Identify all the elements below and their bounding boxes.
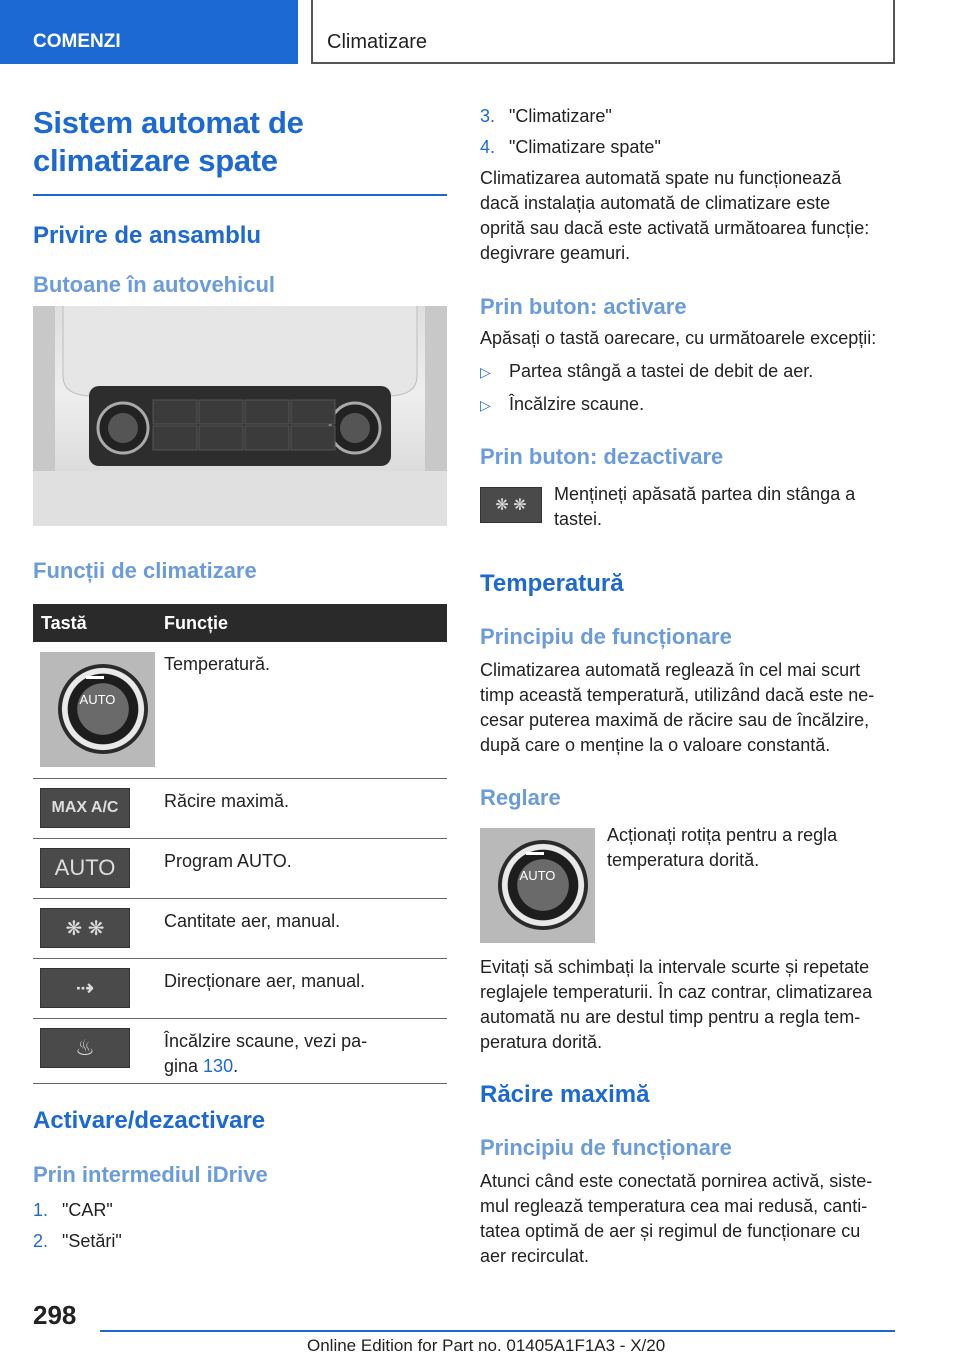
title-rule [33,194,447,196]
row-air-direction-text: Direcționare aer, manual. [164,971,366,991]
auto-icon: AUTO [40,848,130,888]
col-key-header: Tastă [41,613,87,633]
row-auto-text: Program AUTO. [164,851,292,871]
table-row [33,779,447,839]
line: cesar puterea maximă de răcire sau de încălzire, [480,710,870,730]
row-fan-text: Cantitate aer, manual. [164,911,341,931]
triangle-bullet-icon: ▷ [480,364,491,380]
table-row [33,839,447,899]
principle2-heading: Principiu de funcționare [480,1135,732,1160]
line: reglajele temperaturii. În caz contrar, climatizarea [480,982,873,1002]
max-ac-icon: MAX A/C [40,788,130,828]
seat-heating-icon: ♨ [40,1028,130,1068]
page-number: 298 [33,1300,77,1330]
step-text: "Climatizare" [509,106,612,126]
left-column [33,104,447,298]
table-row [33,642,447,779]
knob-auto-label: AUTO [519,868,556,883]
line: Climatizarea automată spate nu funcționează [480,168,842,188]
page-title-line2: climatizare spate [33,143,278,178]
line: oprită sau dacă este activată următoarea funcție: [480,218,870,238]
seat-heating-text-c: . [233,1056,239,1076]
step-number: 4. [480,137,496,157]
list-item [480,104,900,129]
list-item [33,1198,122,1223]
line: Evitați să schimbați la intervale scurte și repetate [480,957,870,977]
temperature-heading: Temperatură [480,570,624,597]
line: Climatizarea automată reglează în cel mai scurt [480,660,861,680]
line: mul reglează temperatura cea mai redusă, canti- [480,1196,868,1216]
principle-text [480,658,900,758]
footer-rule [100,1330,895,1332]
temperature-knob-icon [480,828,595,943]
line: timp această temperatură, utilizând dacă este ne- [480,685,875,705]
page-title-line1: Sistem automat de [33,105,304,140]
triangle-bullet-icon: ▷ [480,397,491,413]
temperature-knob-icon [40,652,155,767]
step-text: "Setări" [62,1231,122,1251]
line: automată nu are destul timp pentru a regla tem- [480,1007,861,1027]
principle-heading: Principiu de funcționare [480,624,732,649]
rear-ac-paragraph [480,166,900,266]
section-tab: COMENZI [0,0,298,64]
seat-heating-text-a: Încălzire scaune, vezi pa- [164,1031,368,1051]
deactivate-button-heading: Prin buton: dezactivare [480,444,724,469]
table-header [33,604,447,642]
exception-text: Încălzire scaune. [509,394,645,414]
exception-text: Partea stângă a tastei de debit de aer. [509,361,814,381]
list-item [33,1229,122,1254]
fan-icon: ❋ ❋ [40,908,130,948]
line: tastei. [554,509,603,529]
page-link-130[interactable]: 130 [203,1056,234,1076]
deactivate-text [554,482,855,532]
buttons-heading: Butoane în autovehicul [33,272,276,297]
principle2-text [480,1169,900,1269]
seat-heating-text-b: gina [164,1056,204,1076]
line: peratura dorită. [480,1032,603,1052]
line: Acționați rotița pentru a regla [607,825,838,845]
idrive-heading: Prin intermediul iDrive [33,1162,268,1187]
fan-off-icon: ❋ ❋ [480,487,542,523]
air-direction-icon: ⇢ [40,968,130,1008]
functions-table [33,604,447,1084]
idrive-steps [33,1198,122,1254]
control-panel-photo [33,306,447,526]
activate-text: Apăsați o tastă oarecare, cu următoarele excepții: [480,328,877,348]
functions-heading: Funcții de climatizare [33,558,257,583]
step-number: 1. [33,1200,49,1220]
line: Mențineți apăsată partea din stânga a [554,484,856,504]
line: dacă instalația automată de climatizare este [480,193,831,213]
avoid-text [480,955,900,1055]
line: degivrare geamuri. [480,243,631,263]
table-row [33,959,447,1019]
row-max-ac-text: Răcire maximă. [164,791,290,811]
line: după care o menține la o valoare constantă. [480,735,831,755]
control-panel-illustration [33,306,447,526]
chapter-title: Climatizare [311,0,895,64]
knob-auto-label: AUTO [79,692,116,707]
col-function-header: Funcție [164,613,229,633]
line: temperatura dorită. [607,850,760,870]
overview-heading: Privire de ansamblu [33,222,262,249]
activate-button-heading: Prin buton: activare [480,294,687,319]
right-column [480,104,900,470]
step-text: "CAR" [62,1200,113,1220]
list-item [480,135,900,160]
list-item [480,359,900,385]
table-row [33,1019,447,1084]
adjust-heading: Reglare [480,785,561,810]
max-cooling-heading: Răcire maximă [480,1081,650,1108]
line: tatea optimă de aer și regimul de funcționare cu [480,1221,861,1241]
adjust-text [607,823,837,873]
line: Atunci când este conectată pornirea activă, siste- [480,1171,873,1191]
list-item [480,392,900,418]
line: aer recirculat. [480,1246,590,1266]
row-temperature-text: Temperatură. [164,654,271,674]
page-title [33,104,447,180]
step-text: "Climatizare spate" [509,137,661,157]
table-row [33,899,447,959]
edition-text: Online Edition for Part no. 01405A1F1A3 - X/20 [307,1336,666,1355]
row-seat-heating-text [164,1029,424,1079]
step-number: 2. [33,1231,49,1251]
step-number: 3. [480,106,496,126]
activate-heading: Activare/dezactivare [33,1107,266,1134]
